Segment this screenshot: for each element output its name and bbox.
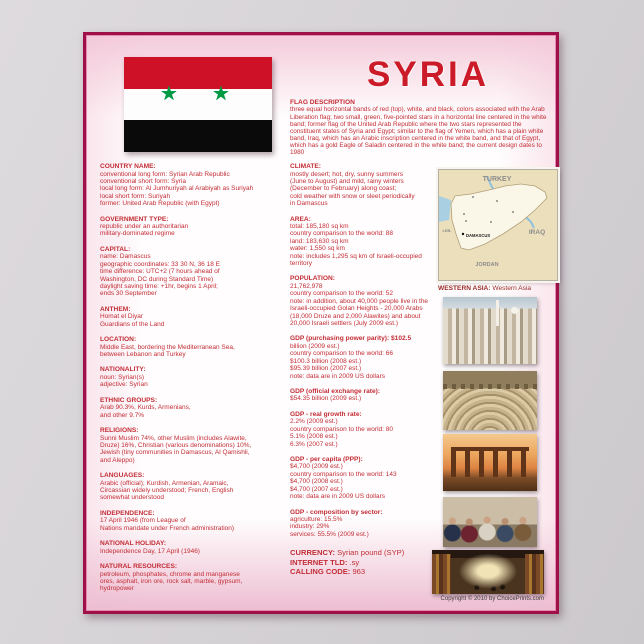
info-section (100, 216, 292, 238)
section-line: Israeli-occupied Golan Heights - 20,000 Arabs (290, 305, 423, 313)
info-section (100, 510, 292, 532)
section-line: Circassian widely understood; French, English (100, 487, 234, 495)
flag-white-band (124, 89, 272, 121)
section-heading: ANTHEM: (100, 305, 131, 313)
section-heading: GDP (purchasing power parity): $102.5 (290, 335, 412, 343)
souq-market-photo (432, 550, 544, 594)
economy-info-column (290, 163, 455, 577)
map-caption-region: WESTERN ASIA: (438, 285, 491, 292)
map-label-iraq: IRAQ (528, 229, 546, 236)
poster-title: SYRIA (367, 55, 489, 94)
section-line: Homat el Diyar (100, 313, 143, 321)
syria-flag (124, 57, 272, 152)
section-line: $4,700 (2008 est.) (290, 478, 343, 486)
section-line: 2.2% (2009 est.) (290, 418, 338, 426)
section-line: adjective: Syrian (100, 381, 148, 389)
section-line: republic under an authoritarian (100, 223, 189, 231)
map-label-lebanon: LEB. (442, 228, 452, 233)
fact-label: CURRENCY: (290, 548, 338, 558)
fact-row (290, 548, 455, 558)
section-line: mostly desert; hot, dry, sunny summers (290, 170, 403, 178)
flag-black-band (124, 120, 272, 152)
section-line: 6.3% (2007 est.) (290, 440, 338, 448)
fact-label: CALLING CODE: (290, 567, 353, 577)
info-section (290, 411, 455, 448)
fact-row (290, 567, 455, 577)
flag-description-heading: FLAG DESCRIPTION (290, 99, 355, 106)
copyright-text: Copyright © 2010 by ChoicePrints.com (440, 596, 544, 602)
key-facts (290, 548, 455, 577)
section-line: daylight saving time: +1hr, begins 1 April; (100, 282, 218, 290)
section-line: Washington, DC during Standard Time) (100, 275, 214, 283)
flag-star-icon: ★ (212, 83, 230, 105)
flag-description (290, 99, 548, 156)
section-line: between Lebanon and Turkey (100, 351, 186, 358)
section-heading: CAPITAL: (100, 245, 131, 253)
section-line: conventional short form: Syria (100, 177, 186, 185)
section-line: country comparison to the world: 80 (290, 425, 393, 433)
country-info-column (100, 163, 292, 601)
section-heading: ETHNIC GROUPS: (100, 396, 158, 404)
section-line: country comparison to the world: 66 (290, 350, 393, 358)
roman-amphitheater-photo (443, 371, 537, 430)
section-heading: GDP - per capita (PPP): (290, 455, 363, 463)
flag-star-icon: ★ (160, 83, 178, 105)
section-line: Middle East, bordering the Mediterranean Sea, (100, 343, 235, 351)
info-section (290, 456, 455, 501)
section-line: 21,762,978 (290, 282, 323, 290)
section-line: total: 185,180 sq km (290, 223, 349, 231)
section-line: agriculture: 15.5% (290, 516, 343, 523)
flag-description-text: three equal horizontal bands of red (top), white, and black, colors associated with the Arab Liberation flag; two small, green, five-pointed stars in a horizontal line centered in the white band; former flag of the United Arab Republic where the two stars represented the constituent states of Syria and Egypt; similar to the flag of Yemen, which has a plain white band, Iraq, which has an Arabic inscription centered in the white band, and that of Egypt, which has a gold Eagle of Saladin centered in the white band; the current design dates to 1980 (290, 106, 547, 156)
section-line: conventional long form: Syrian Arab Republic (100, 170, 230, 178)
info-section (100, 472, 292, 502)
fact-value: Syrian pound (SYP) (337, 548, 405, 558)
section-line: (December to February) along coast; (290, 185, 397, 193)
palmyra-columns-photo (443, 434, 537, 491)
map-label-jordan: JORDAN (475, 262, 499, 268)
section-line: note: in addition, about 40,000 people live in the (290, 297, 429, 305)
fact-value: 963 (352, 567, 366, 577)
info-section (100, 427, 292, 464)
section-heading: AREA: (290, 215, 311, 223)
section-heading: NATIONALITY: (100, 366, 146, 374)
section-line: somewhat understood (100, 494, 164, 502)
fact-label: INTERNET TLD: (290, 557, 350, 567)
section-heading: NATURAL RESOURCES: (100, 563, 178, 571)
section-line: and Aleppo) (100, 456, 135, 464)
section-line: ends 30 September (100, 290, 157, 298)
section-line: water: 1,550 sq km (290, 245, 345, 253)
map-label-damascus: DAMASCUS (466, 233, 491, 238)
flag-red-band (124, 57, 272, 89)
section-line: Arabic (official); Kurdish, Armenian, Aramaic, (100, 479, 229, 487)
section-line: Jewish (tiny communities in Damascus, Al Qamishli, (100, 449, 250, 457)
section-heading: RELIGIONS: (100, 427, 139, 435)
section-line: local long form: Al Jumhuriyah al Arabiyah as Suriyah (100, 185, 254, 193)
section-line: note: includes 1,295 sq km of Israeli-occupied (290, 252, 422, 260)
section-line: Independence Day, 17 April (1946) (100, 547, 200, 555)
map-label-turkey: TURKEY (482, 176, 512, 183)
section-line: noun: Syrian(s) (100, 373, 145, 381)
section-line: (18,000 Druze and 2,000 Alawites) and about (290, 312, 421, 320)
section-line: $100.3 billion (2008 est.) (290, 357, 362, 365)
section-line: Arab 90.3%, Kurds, Armenians, (100, 404, 191, 412)
section-line: hydropower (100, 585, 134, 593)
section-line: military-dominated regime (100, 230, 175, 238)
section-line: country comparison to the world: 88 (290, 230, 393, 238)
info-section (290, 275, 455, 327)
section-line: geographic coordinates: 33 30 N, 36 18 E (100, 260, 220, 268)
section-line: local short form: Suriyah (100, 192, 171, 200)
section-line: Druze) 16%, Christian (various denominations) 10%, (100, 441, 252, 449)
section-heading: COUNTRY NAME: (100, 163, 156, 170)
section-line: $54.35 billion (2009 est.) (290, 395, 362, 403)
section-line: note: data are in 2009 US dollars (290, 372, 386, 380)
syria-poster (83, 32, 559, 614)
info-section (290, 335, 455, 380)
section-heading: GDP - composition by sector: (290, 508, 383, 516)
info-section (100, 540, 292, 555)
info-section (290, 216, 455, 268)
section-heading: POPULATION: (290, 275, 335, 283)
section-line: former: United Arab Republic (with Egypt) (100, 200, 220, 208)
section-heading: LOCATION: (100, 336, 137, 344)
section-line: land: 183,630 sq km (290, 237, 349, 245)
section-line: services: 55.5% (2009 est.) (290, 530, 369, 538)
section-line: Sunni Muslim 74%, other Muslim (includes Alawite, (100, 434, 247, 442)
section-line: petroleum, phosphates, chrome and manganese (100, 570, 240, 578)
section-line: billion (2009 est.) (290, 342, 340, 350)
section-line: country comparison to the world: 143 (290, 470, 397, 478)
section-line: 5.1% (2008 est.) (290, 433, 338, 441)
section-line: note: data are in 2009 US dollars (290, 493, 386, 501)
section-line: territory (290, 260, 313, 268)
section-heading: NATIONAL HOLIDAY: (100, 540, 167, 548)
section-heading: GDP (official exchange rate): (290, 387, 381, 395)
damascus-skyline-photo (443, 297, 537, 364)
section-line: $4,700 (2009 est.) (290, 463, 343, 471)
info-section (100, 563, 292, 593)
section-line: $4,700 (2007 est.) (290, 485, 343, 493)
section-line: ores, asphalt, iron ore, rock salt, marble, gypsum, (100, 578, 243, 585)
section-line: and other 9.7% (100, 411, 145, 419)
section-heading: GOVERNMENT TYPE: (100, 215, 169, 223)
section-line: name: Damascus (100, 253, 151, 261)
section-heading: GDP - real growth rate: (290, 410, 362, 418)
section-heading: CLIMATE: (290, 163, 322, 170)
info-section (290, 163, 455, 208)
syria-map (438, 169, 558, 281)
section-heading: LANGUAGES: (100, 472, 145, 480)
section-line: $95.39 billion (2007 est.) (290, 365, 362, 373)
section-line: cold weather with snow or sleet periodically (290, 192, 415, 200)
section-line: 20,000 Israeli settlers (July 2009 est.) (290, 320, 399, 327)
section-line: (June to August) and mild, rainy winters (290, 177, 404, 185)
info-section (100, 397, 292, 419)
group-of-people-photo (443, 497, 537, 547)
fact-value: .sy (349, 557, 360, 567)
section-line: 17 April 1946 (from League of (100, 517, 186, 525)
info-section (290, 388, 455, 403)
info-section (100, 336, 292, 358)
section-line: Nations mandate under French administration) (100, 524, 235, 532)
info-section (100, 366, 292, 388)
section-line: industry: 29% (290, 523, 330, 531)
info-section (100, 306, 292, 328)
map-graphic (439, 170, 557, 280)
section-line: Guardians of the Land (100, 320, 165, 328)
info-section (100, 163, 292, 208)
section-line: in Damascus (290, 200, 328, 208)
map-caption-name: Western Asia (490, 285, 532, 292)
info-section (290, 509, 455, 539)
info-section (100, 246, 292, 298)
map-caption (438, 285, 558, 293)
section-line: time difference: UTC+2 (7 hours ahead of (100, 268, 220, 276)
section-line: country comparison to the world: 52 (290, 290, 393, 298)
section-heading: INDEPENDENCE: (100, 509, 155, 517)
fact-row (290, 558, 455, 568)
